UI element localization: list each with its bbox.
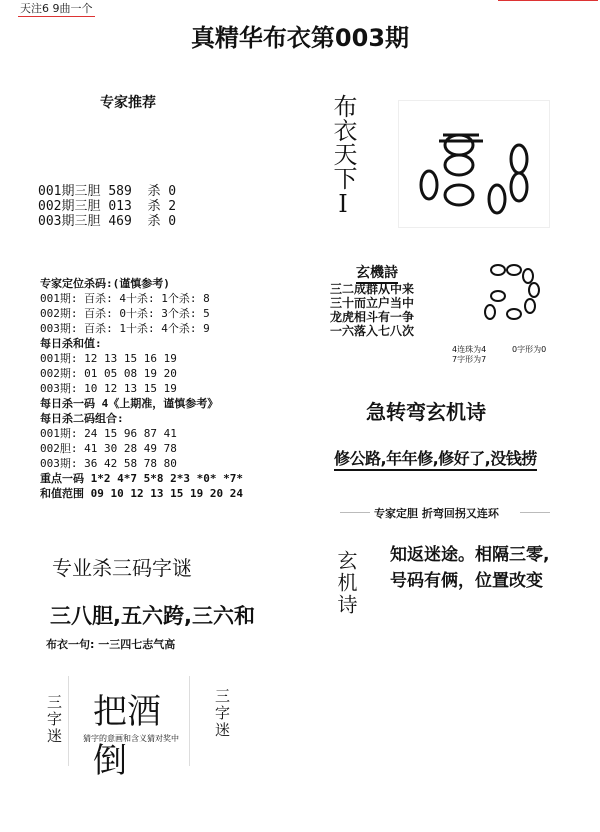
kill-value: 2	[168, 199, 177, 214]
expert-bar: 专家定胆 折弯回拐又连环	[374, 507, 499, 520]
sum-heading: 每日杀和值:	[40, 337, 102, 350]
expert-row	[38, 199, 176, 214]
urgent-line: 修公路,年年修,修好了,没钱捞	[334, 446, 537, 471]
bar-right-rule	[520, 512, 550, 513]
poem-line: 一六落入七八次	[330, 324, 415, 338]
riddle-note: 猜字的意画和含义猜对奖中	[83, 734, 179, 743]
sum-row: 003期: 10 12 13 15 19	[40, 382, 177, 395]
poem-lines	[330, 282, 414, 338]
xuanji-line: 知返迷途。相隔三零,	[390, 545, 550, 565]
one-heading: 每日杀一码 4《上期准，谨慎参考》	[40, 397, 219, 410]
kill-row: 001期: 百杀: 4十杀: 1个杀: 8	[40, 292, 210, 305]
poem-line: 龙虎相斗有一争	[330, 310, 415, 324]
buyi-vertical: 布衣天下I	[329, 94, 357, 218]
kill-value: 0	[168, 214, 177, 229]
riddle-line: 三八胆,五六跨,三六和	[50, 604, 255, 628]
xuanji-vertical: 玄机诗	[334, 550, 358, 616]
kill-section	[40, 276, 243, 501]
expert-row	[38, 184, 176, 199]
kill-label: 杀	[147, 214, 161, 229]
bar-left-rule	[340, 512, 370, 513]
buyi-line: 布衣一句: 一三四七志气高	[46, 638, 176, 651]
range-row: 和值范围 09 10 12 13 15 19 20 24	[40, 487, 243, 500]
poem-line: 三二成群从中来	[330, 282, 415, 296]
poem-note-2: 0字形为0	[512, 345, 547, 354]
poem-chain	[470, 262, 570, 342]
expert-period: 003期三胆	[38, 214, 101, 229]
expert-nums: 013	[108, 199, 132, 214]
kill-heading: 专家定位杀码:(谨慎参考)	[40, 277, 170, 290]
kill-label: 杀	[147, 199, 161, 214]
right-vert-riddle: 三字迷	[213, 688, 231, 739]
kill-row: 003期: 百杀: 1十杀: 4个杀: 9	[40, 322, 210, 335]
coin-chain-icon	[470, 262, 570, 342]
buyi-illustration	[398, 100, 550, 228]
kill-value: 0	[168, 184, 177, 199]
urgent-heading: 急转弯玄机诗	[366, 400, 486, 424]
coin-figure-icon	[399, 101, 549, 227]
kill-row: 002期: 百杀: 0十杀: 3个杀: 5	[40, 307, 210, 320]
key-row: 重点一码 1*2 4*7 5*8 2*3 *0* *7*	[40, 472, 243, 485]
poem-note-1: 4连珠为4	[452, 345, 487, 354]
two-row: 002胆: 41 30 28 49 78	[40, 442, 177, 455]
left-vert-riddle: 三字迷	[45, 694, 63, 745]
two-row: 003期: 36 42 58 78 80	[40, 457, 177, 470]
top-note: 天注6 9曲一个	[20, 2, 93, 15]
riddle-word: 把酒倒	[93, 692, 161, 781]
sum-row: 001期: 12 13 15 16 19	[40, 352, 177, 365]
kill-label: 杀	[147, 184, 161, 199]
xuanji-line: 号码有俩，位置改变	[390, 571, 543, 591]
poem-line: 三十而立户当中	[330, 296, 415, 310]
expert-heading: 专家推荐	[100, 95, 156, 111]
expert-row	[38, 214, 176, 229]
top-rule	[498, 0, 598, 1]
poem-note-3: 7字形为7	[452, 355, 487, 364]
expert-period: 001期三胆	[38, 184, 101, 199]
poem-heading: 玄機詩	[356, 262, 398, 284]
riddle-box	[68, 676, 190, 781]
sum-row: 002期: 01 05 08 19 20	[40, 367, 177, 380]
expert-period: 002期三胆	[38, 199, 101, 214]
two-heading: 每日杀二码组合:	[40, 412, 124, 425]
expert-nums: 469	[108, 214, 132, 229]
expert-nums: 589	[108, 184, 132, 199]
expert-table	[38, 184, 176, 229]
page-title: 真精华布衣第003期	[190, 24, 410, 52]
riddle-heading: 专业杀三码字谜	[52, 556, 192, 580]
two-row: 001期: 24 15 96 87 41	[40, 427, 177, 440]
